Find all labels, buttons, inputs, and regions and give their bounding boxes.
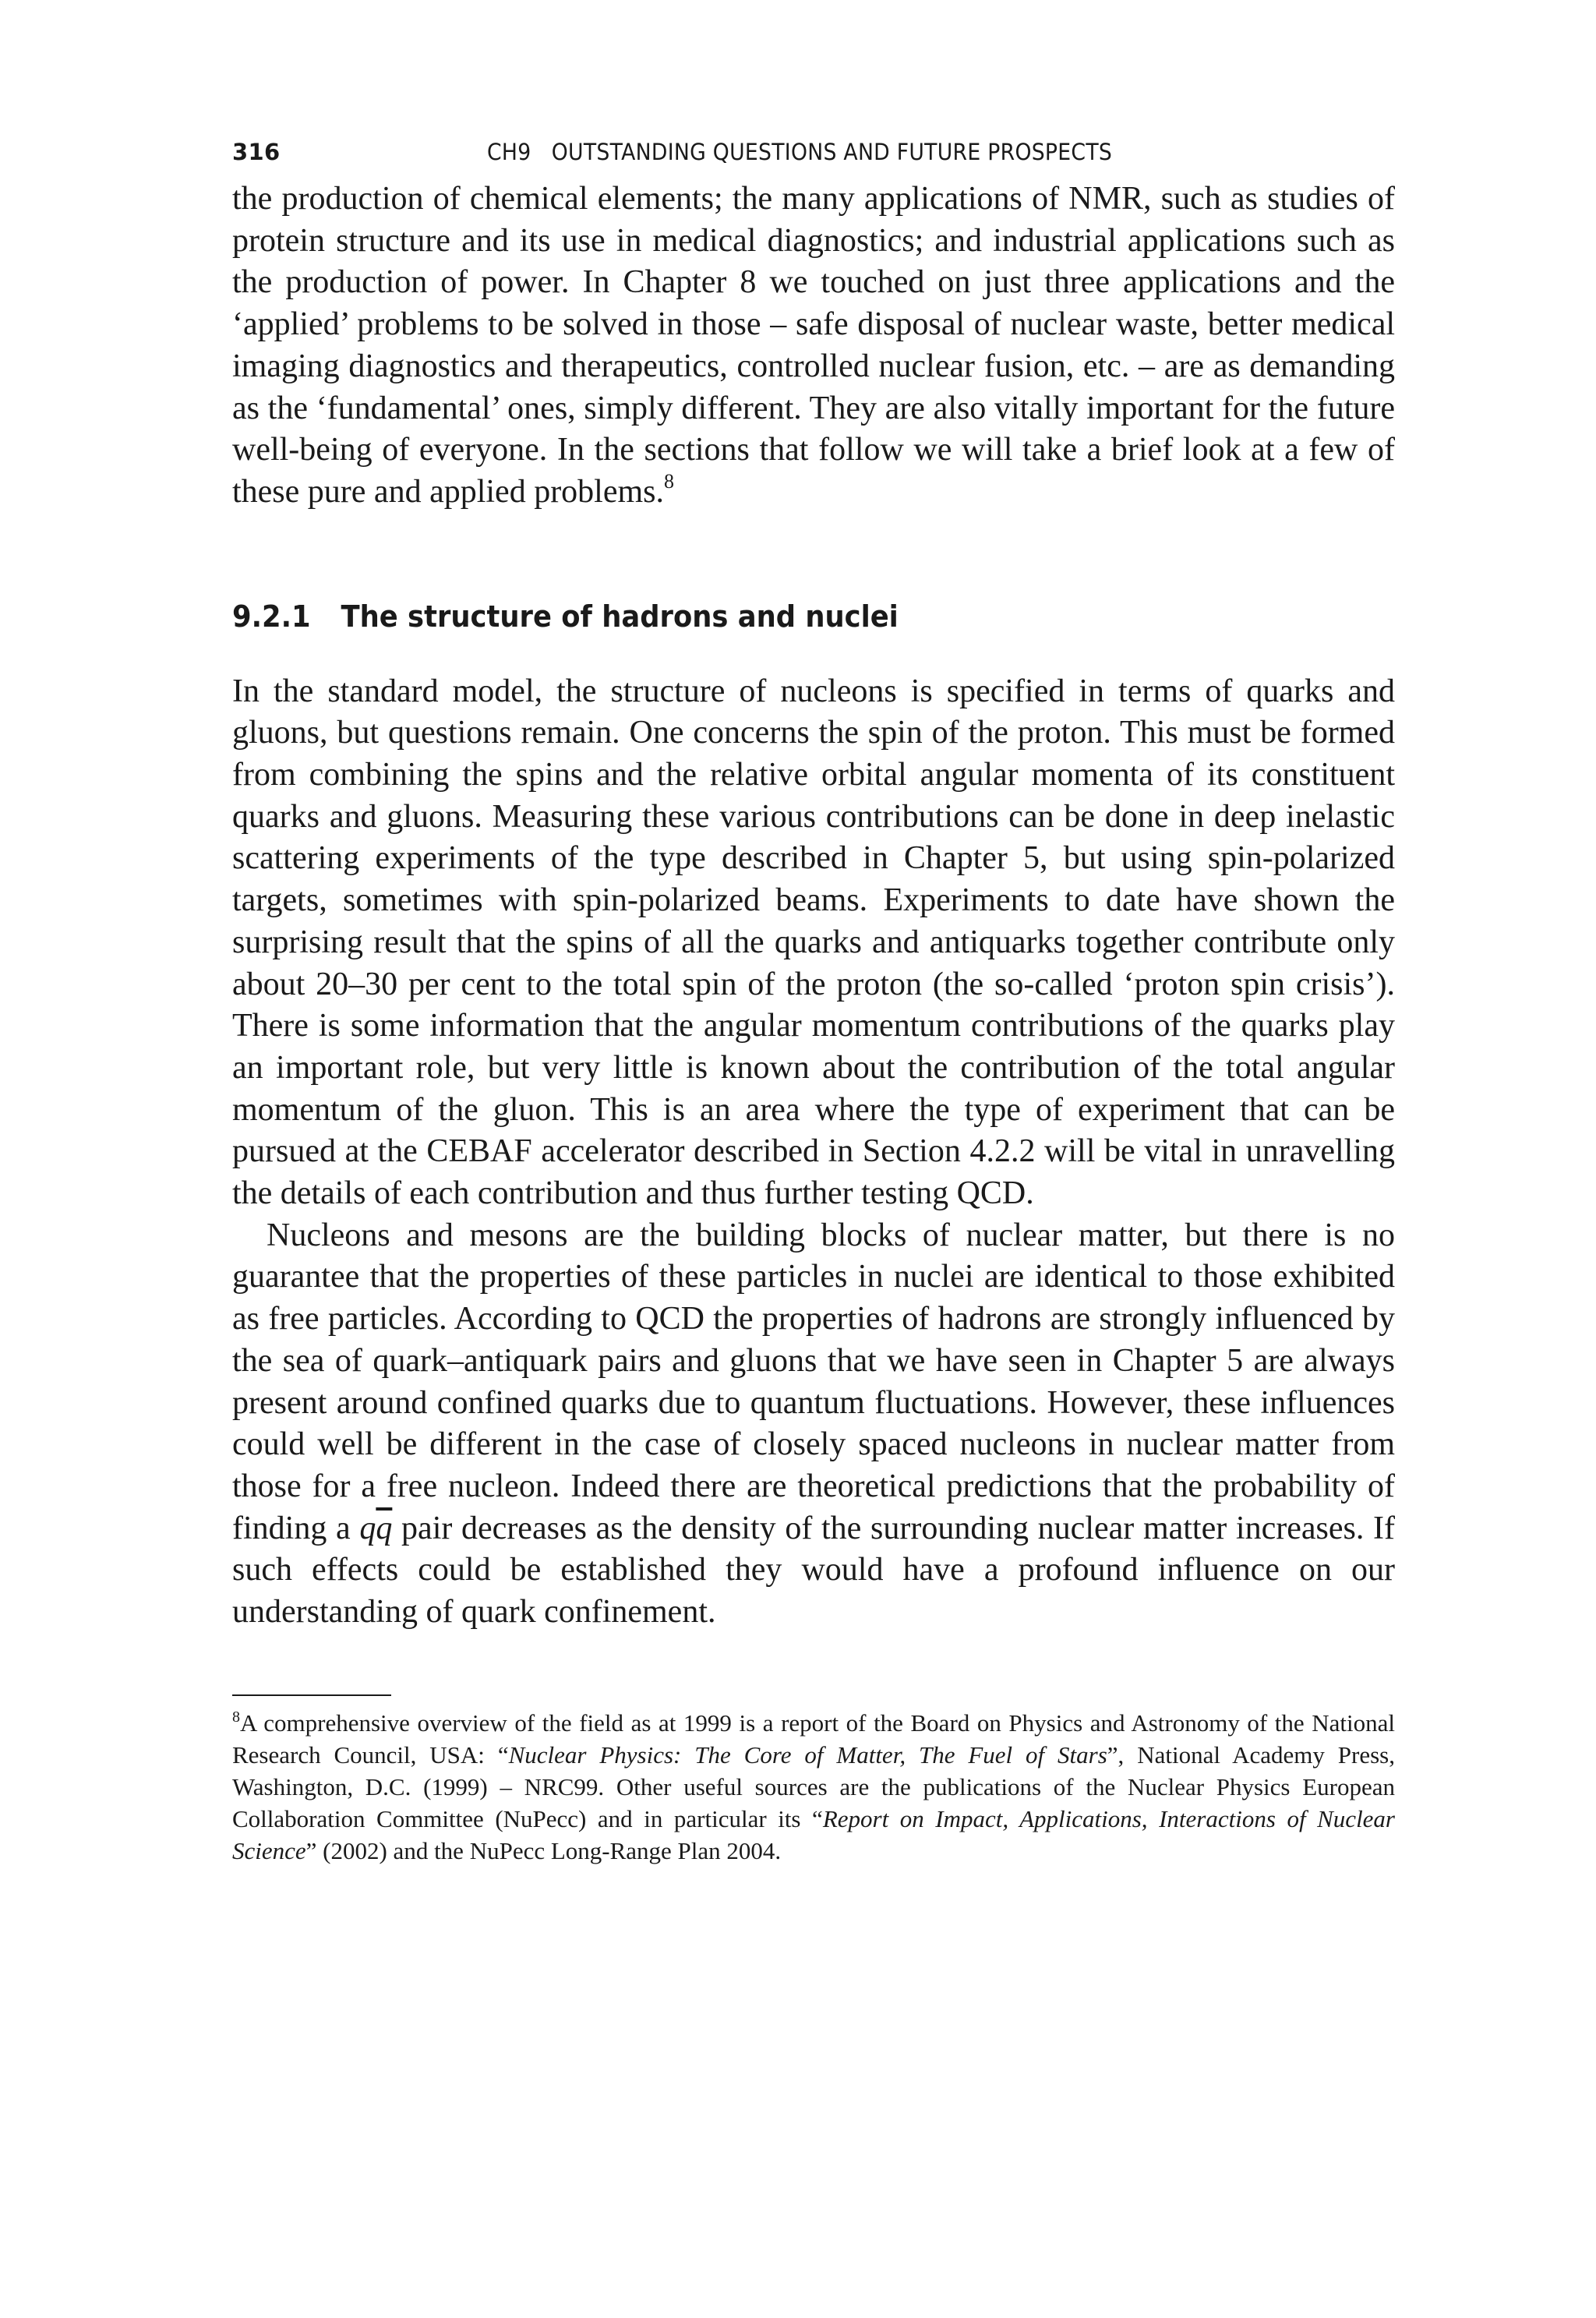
math-q-bar: $\overline{q}$: [376, 1510, 393, 1546]
footnote-text-1: A comprehensive overview of the field as at 1999 is a report of the Board on Physics and Astronomy of the National Research Council, USA: “: [232, 1708, 1395, 1769]
q-qbar-symbol: [359, 1511, 392, 1546]
paragraph-1-text: the production of chemical elements; the many applications of NMR, such as studies of protein structure and its use in medical diagnostics; and industrial applications such as the production of power. In Chapter 8 we touched on just three applications and the ‘applied’ problems to be solved in those – safe disposal of nuclear waste, better medical imaging diagnostics and therapeutics, controlled nuclear fusion, etc. – are as demanding as the ‘fundamental’ ones, simply different. They are also vitally important for the future well-being of everyone. In the sections that follow we will take a brief look at a few of these pure and applied problems.: [232, 181, 1395, 510]
math-q: q: [359, 1510, 376, 1546]
footnote-text-2: ”, National Academy Press, Washington, D.C. (1999) – NRC99. Other useful sources are the publications of the Nuclear Physics European Collaboration Committee (NuPecc) and in particular its “: [232, 1740, 1395, 1832]
footnote-number: 8: [232, 1708, 240, 1726]
chapter-title: CH9 OUTSTANDING QUESTIONS AND FUTURE PROSPECTS: [487, 139, 1113, 165]
paragraph-2-text: In the standard model, the structure of nucleons is specified in terms of quarks and gluons, but questions remain. One concerns the spin of the proton. This must be formed from combining the spins and the relative orbital angular momenta of its constituent quarks and gluons. Measuring these various contributions can be done in deep inelastic scattering experiments of the type described in Chapter 5, but using spin-polarized targets, sometimes with spin-polarized beams. Experiments to date have shown the surprising result that the spins of all the quarks and antiquarks together contribute only about 20–30 per cent to the total spin of the proton (the so-called ‘proton spin crisis’). There is some information that the angular momentum contributions of the quarks play an important role, but very little is known about the contribution of the total angular momentum of the gluon. This is an area where the type of experiment that can be pursued at the CEBAF accelerator described in Section 4.2.2 will be vital in unravelling the details of each contribution and thus further testing QCD.: [232, 673, 1395, 1212]
section-heading: [232, 598, 1314, 635]
paragraph-3-text-before: Nucleons and mesons are the building blocks of nuclear matter, but there is no guarantee that the properties of these particles in nuclei are identical to those exhibited as free particles. According to QCD the properties of hadrons are strongly influenced by the sea of quark–antiquark pairs and gluons that we have seen in Chapter 5 are always present around confined quarks due to quantum fluctuations. However, these influences could well be different in the case of closely spaced nucleons in nuclear matter from those for a free nucleon. Indeed there are theoretical predictions that the probability of finding a: [232, 1217, 1395, 1546]
page: [232, 133, 1395, 1891]
footnote-reference[interactable]: 8: [664, 469, 674, 493]
paragraph-1: [232, 178, 1395, 514]
footnote-title-1: Nuclear Physics: The Core of Matter, The Fuel of Stars: [508, 1740, 1107, 1769]
running-head: [232, 133, 1395, 171]
footnote: [232, 1707, 1395, 1867]
paragraph-2: [232, 671, 1395, 1215]
paragraph-3: [232, 1215, 1395, 1634]
page-number: 316: [232, 139, 281, 165]
paragraph-3-text-after: pair decreases as the density of the surrounding nuclear matter increases. If such effects could be established they would have a profound influence on our understanding of quark confinement.: [232, 1510, 1396, 1631]
footnote-text-3: ” (2002) and the NuPecc Long-Range Plan 2004.: [305, 1836, 782, 1864]
section-number: 9.2.1: [232, 599, 311, 634]
footnote-title-2: Report on Impact, Applications, Interactions of Nuclear Science: [232, 1804, 1395, 1864]
footnote-divider: [232, 1694, 391, 1696]
section-title: The structure of hadrons and nuclei: [341, 599, 899, 634]
